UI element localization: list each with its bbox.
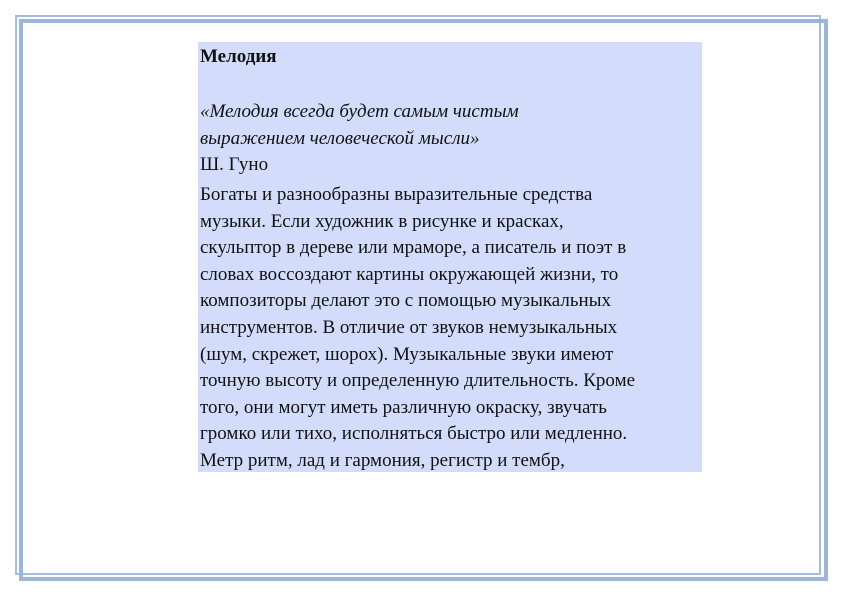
- slide-title: Мелодия: [200, 46, 277, 67]
- body-line: (шум, скрежет, шорох). Музыкальные звуки имеют: [200, 343, 614, 365]
- body-line: того, они могут иметь различную окраску, звучать: [200, 396, 607, 418]
- epigraph-quote: [200, 98, 700, 152]
- epigraph-line: «Мелодия всегда будет самым чистым: [200, 101, 519, 122]
- text-box: [198, 42, 702, 472]
- body-line: Богаты и разнообразны выразительные средства: [200, 184, 593, 205]
- body-line: композиторы делают это с помощью музыкальных: [200, 290, 611, 312]
- body-line: скульптор в дереве или мраморе, а писатель и поэт в: [200, 237, 627, 259]
- body-line: музыки. Если художник в рисунке и красках,: [200, 210, 564, 232]
- body-line: инструментов. В отличие от звуков немузыкальных: [200, 316, 618, 338]
- epigraph-line: выражением человеческой мысли»: [200, 128, 480, 149]
- body-line: словах воссоздают картины окружающей жизни, то: [200, 263, 619, 285]
- epigraph-author: Ш. Гуно: [200, 154, 269, 175]
- body-paragraph: [200, 182, 702, 475]
- body-line: точную высоту и определенную длительность. Кроме: [200, 370, 636, 392]
- body-line: громко или тихо, исполняться быстро или медленно.: [200, 423, 628, 445]
- body-line: Метр ритм, лад и гармония, регистр и тембр,: [200, 449, 565, 471]
